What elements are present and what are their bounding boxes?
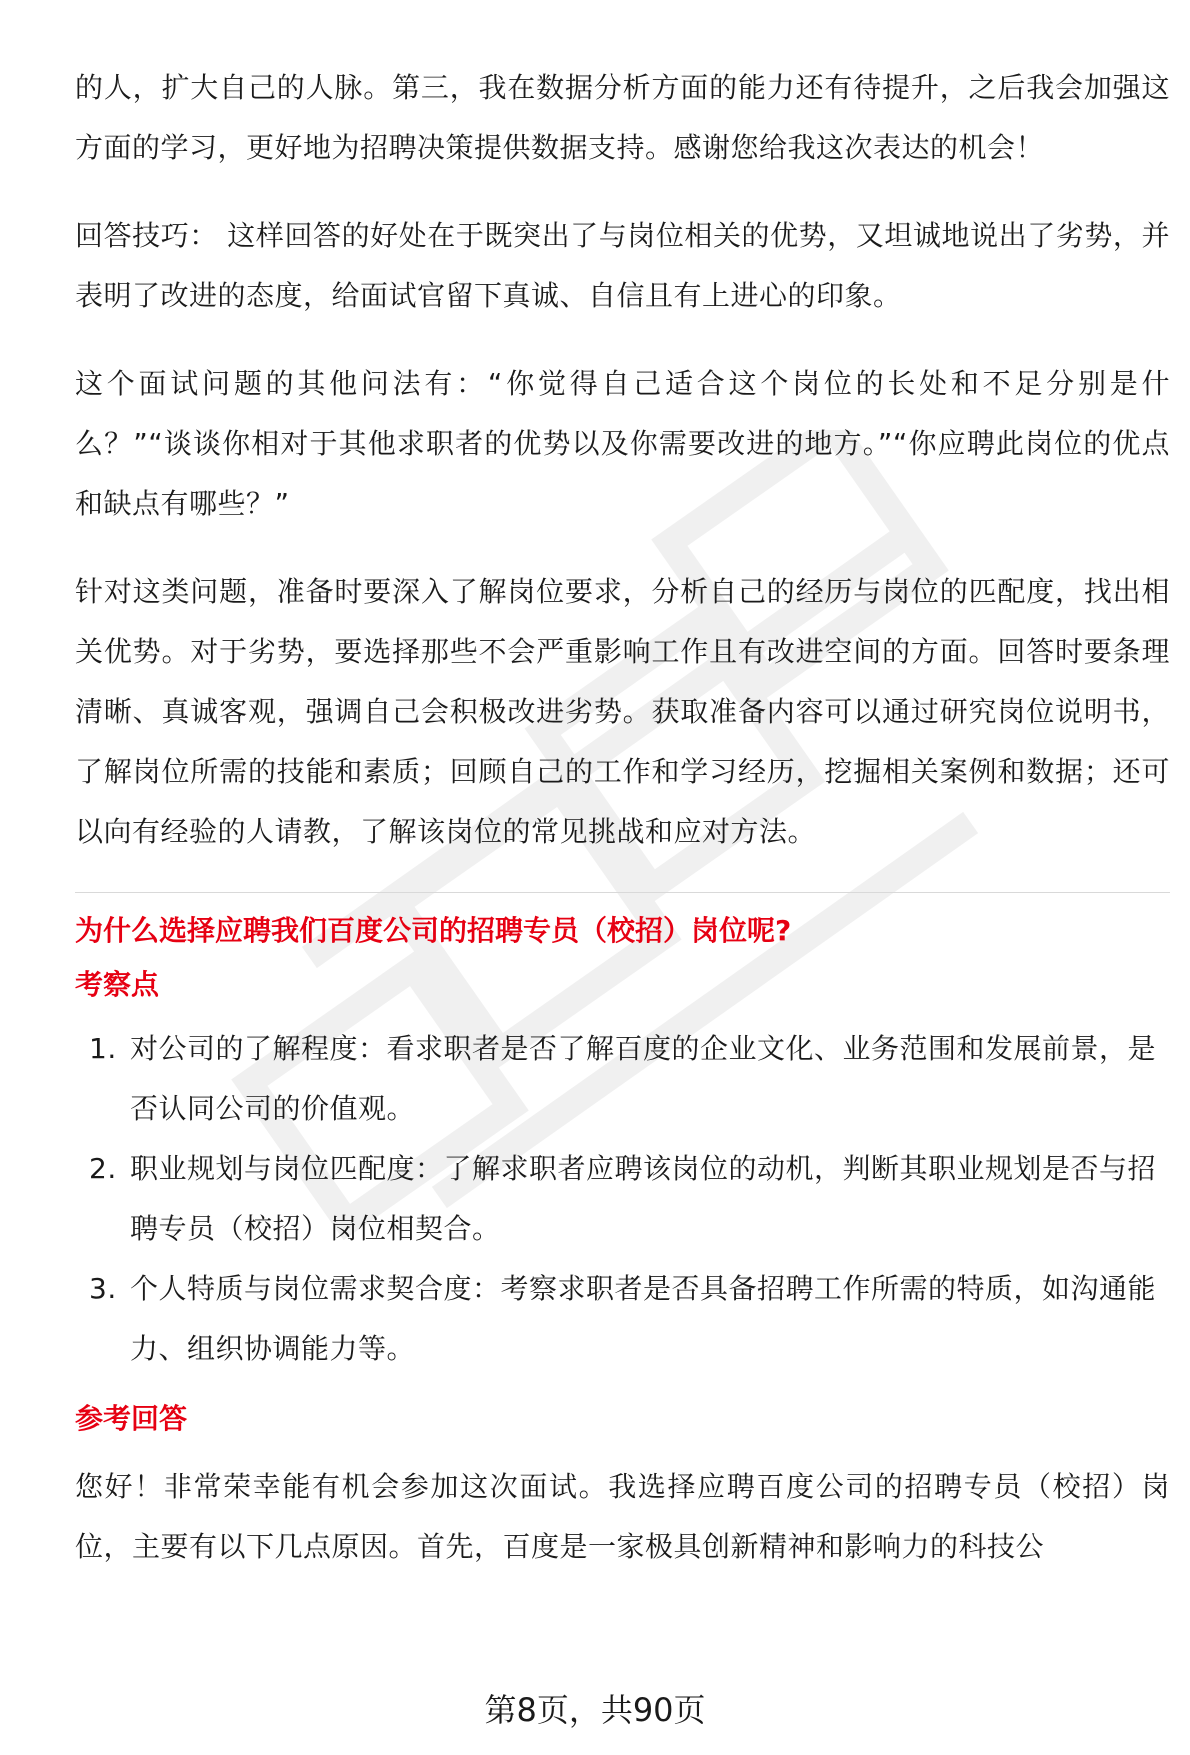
list-item bbox=[75, 1019, 1170, 1139]
paragraph-closing: 的人，扩大自己的人脉。第三，我在数据分析方面的能力还有待提升，之后我会加强这方面的学习，更好地为招聘决策提供数据支持。感谢您给我这次表达的机会！ bbox=[75, 71, 1170, 164]
list-item-text: 职业规划与岗位匹配度：了解求职者应聘该岗位的动机，判断其职业规划是否与招聘专员（校招）岗位相契合。 bbox=[130, 1152, 1157, 1245]
section-divider bbox=[75, 892, 1170, 893]
paragraph-preparation-advice: 针对这类问题，准备时要深入了解岗位要求，分析自己的经历与岗位的匹配度，找出相关优势。对于劣势，要选择那些不会严重影响工作且有改进空间的方面。回答时要条理清晰、真诚客观，强调自己会积极改进劣势。获取准备内容可以通过研究岗位说明书，了解岗位所需的技能和素质；回顾自己的工作和学习经历，挖掘相关案例和数据；还可以向有经验的人请教，了解该岗位的常见挑战和应对方法。 bbox=[75, 575, 1170, 848]
page-number-footer: 第8页，共90页 bbox=[484, 1691, 706, 1729]
question-heading: 为什么选择应聘我们百度公司的招聘专员（校招）岗位呢? bbox=[75, 914, 792, 947]
key-points-list bbox=[75, 1019, 1170, 1379]
paragraph-alternate-questions: 这个面试问题的其他问法有：“你觉得自己适合这个岗位的长处和不足分别是什么？”“谈谈你相对于其他求职者的优势以及你需要改进的地方。”“你应聘此岗位的优点和缺点有哪些？” bbox=[75, 367, 1170, 520]
list-item-number: 2. bbox=[89, 1152, 117, 1185]
list-item bbox=[75, 1259, 1170, 1379]
key-points-label: 考察点 bbox=[75, 968, 160, 1001]
list-item-text: 个人特质与岗位需求契合度：考察求职者是否具备招聘工作所需的特质，如沟通能力、组织协调能力等。 bbox=[130, 1272, 1157, 1365]
document-page bbox=[75, 58, 1170, 1605]
list-item bbox=[75, 1139, 1170, 1259]
paragraph-answer-tips: 回答技巧： 这样回答的好处在于既突出了与岗位相关的优势，又坦诚地说出了劣势，并表明了改进的态度，给面试官留下真诚、自信且有上进心的印象。 bbox=[75, 219, 1170, 312]
list-item-number: 3. bbox=[89, 1272, 117, 1305]
list-item-number: 1. bbox=[89, 1032, 117, 1065]
reference-answer-label: 参考回答 bbox=[75, 1402, 188, 1435]
reference-answer-text: 您好！非常荣幸能有机会参加这次面试。我选择应聘百度公司的招聘专员（校招）岗位，主要有以下几点原因。首先，百度是一家极具创新精神和影响力的科技公 bbox=[75, 1470, 1170, 1563]
list-item-text: 对公司的了解程度：看求职者是否了解百度的企业文化、业务范围和发展前景，是否认同公司的价值观。 bbox=[130, 1032, 1157, 1125]
